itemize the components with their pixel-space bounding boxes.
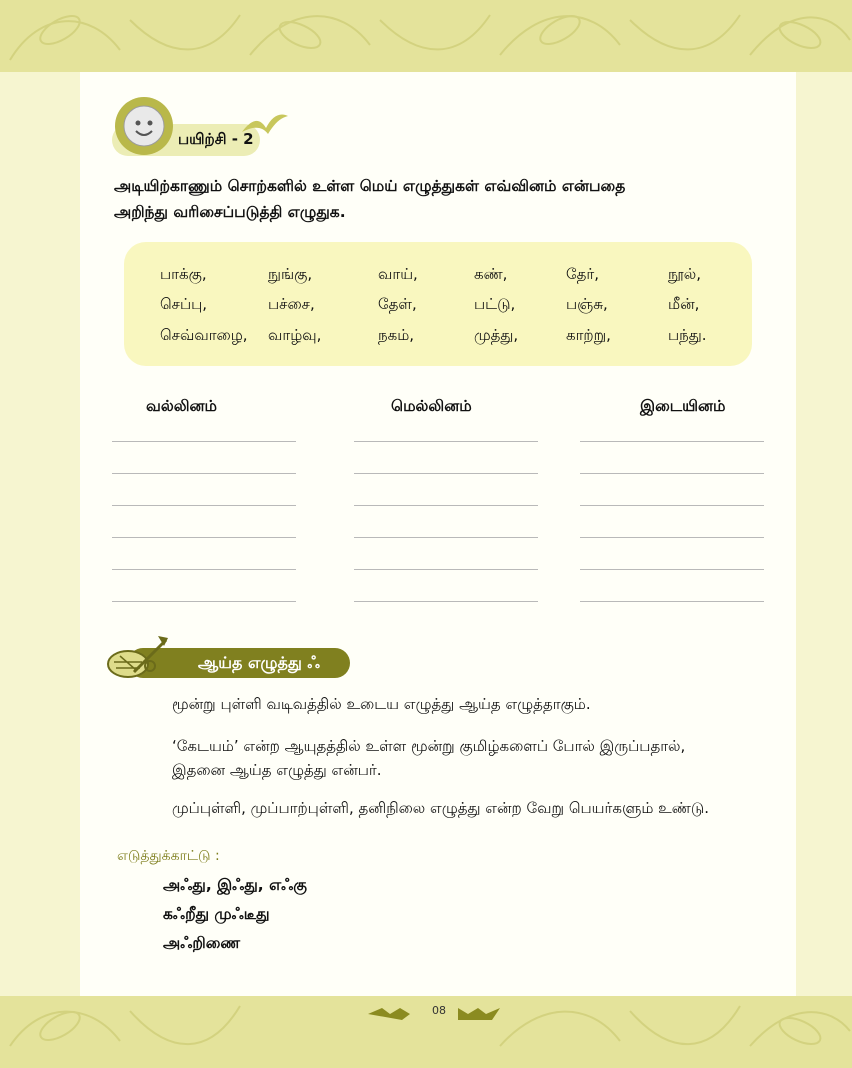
word-item: பாக்கு, bbox=[160, 265, 207, 283]
word-item: நுங்கு, bbox=[268, 265, 313, 283]
answer-line[interactable] bbox=[112, 537, 296, 538]
word-item: பட்டு, bbox=[474, 295, 516, 313]
instruction-line-2: அறிந்து வரிசைப்படுத்தி எழுதுக. bbox=[114, 203, 346, 221]
example-line-3: அஃறிணை bbox=[163, 934, 241, 952]
answer-line[interactable] bbox=[112, 441, 296, 442]
example-line-2: கஃறீது முஃடீது bbox=[163, 905, 270, 923]
word-item: கண், bbox=[474, 265, 508, 283]
aytha-para-2-line-2: இதனை ஆய்த எழுத்து என்பர். bbox=[172, 761, 382, 779]
bottom-decorative-band bbox=[0, 996, 852, 1068]
answer-line[interactable] bbox=[354, 441, 538, 442]
word-item: வாய், bbox=[378, 265, 418, 283]
answer-line[interactable] bbox=[354, 601, 538, 602]
aytha-para-1: மூன்று புள்ளி வடிவத்தில் உடைய எழுத்து ஆய்த எழுத்தாகும். bbox=[172, 695, 591, 713]
top-decorative-band bbox=[0, 0, 852, 72]
word-item: மீன், bbox=[668, 295, 700, 313]
word-list-box bbox=[124, 242, 752, 366]
answer-line[interactable] bbox=[112, 505, 296, 506]
aytha-heading: ஆய்த எழுத்து ஃ bbox=[198, 653, 320, 672]
word-item: பந்து. bbox=[668, 326, 707, 344]
column-heading-idaiyinam: இடையினம் bbox=[640, 397, 726, 415]
leaf-pattern-icon bbox=[0, 996, 852, 1068]
page-number: 08 bbox=[432, 1004, 446, 1017]
aytha-para-3: முப்புள்ளி, முப்பாற்புள்ளி, தனிநிலை எழுத்து என்ற வேறு பெயர்களும் உண்டு. bbox=[172, 799, 710, 817]
answer-line[interactable] bbox=[580, 473, 764, 474]
word-item: நகம், bbox=[378, 326, 415, 344]
answer-line[interactable] bbox=[354, 473, 538, 474]
column-heading-vallinam: வல்லினம் bbox=[146, 397, 217, 415]
answer-line[interactable] bbox=[354, 505, 538, 506]
instruction-line-1: அடியிற்காணும் சொற்களில் உள்ள மெய் எழுத்துகள் எவ்வினம் என்பதை bbox=[114, 177, 626, 195]
ornament-left-icon bbox=[368, 1008, 410, 1020]
answer-line[interactable] bbox=[354, 569, 538, 570]
ornament-right-icon bbox=[458, 1008, 500, 1020]
column-heading-mellinam: மெல்லினம் bbox=[391, 397, 472, 415]
answer-line[interactable] bbox=[580, 537, 764, 538]
word-item: தேர், bbox=[566, 265, 600, 283]
exercise-heading: பயிற்சி - 2 bbox=[178, 130, 254, 148]
word-item: காற்று, bbox=[566, 326, 611, 344]
word-item: தேள், bbox=[378, 295, 417, 313]
word-item: செவ்வாழை, bbox=[160, 326, 248, 344]
answer-line[interactable] bbox=[580, 601, 764, 602]
aytha-para-2-line-1: ‘கேடயம்’ என்ற ஆயுதத்தில் உள்ள மூன்று குமிழ்களைப் போல் இருப்பதால், bbox=[172, 737, 686, 755]
answer-line[interactable] bbox=[354, 537, 538, 538]
answer-line[interactable] bbox=[580, 505, 764, 506]
example-label: எடுத்துக்காட்டு : bbox=[117, 848, 220, 864]
word-item: வாழ்வு, bbox=[268, 326, 322, 344]
word-item: பஞ்சு, bbox=[566, 295, 608, 313]
answer-line[interactable] bbox=[112, 601, 296, 602]
smiling-sun-icon bbox=[113, 95, 175, 157]
shield-weapon-icon bbox=[104, 632, 174, 684]
example-line-1: அஃது, இஃது, எஃகு bbox=[163, 876, 307, 894]
word-item: பச்சை, bbox=[268, 295, 315, 313]
answer-line[interactable] bbox=[580, 569, 764, 570]
answer-line[interactable] bbox=[112, 473, 296, 474]
answer-line[interactable] bbox=[112, 569, 296, 570]
word-item: நூல், bbox=[668, 265, 701, 283]
word-item: செப்பு, bbox=[160, 295, 208, 313]
word-item: முத்து, bbox=[474, 326, 519, 344]
leaf-pattern-icon bbox=[0, 0, 852, 72]
answer-line[interactable] bbox=[580, 441, 764, 442]
